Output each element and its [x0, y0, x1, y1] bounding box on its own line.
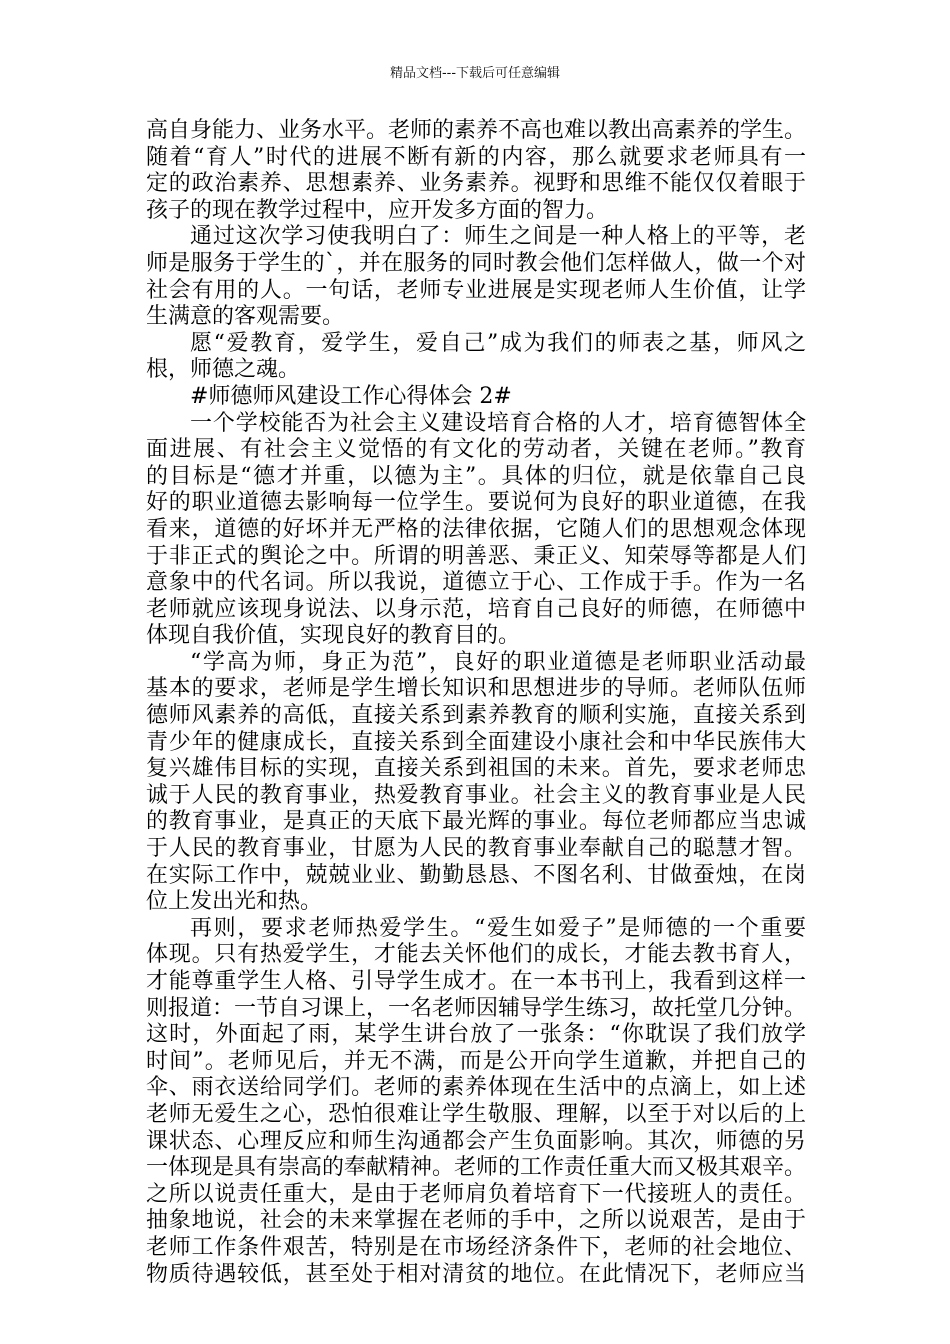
- text-line: 时间”。老师见后，并无不满，而是公开向学生道歉，并把自己的: [146, 1048, 806, 1074]
- text-line: 诚于人民的教育事业，热爱教育事业。社会主义的教育事业是人民: [146, 782, 806, 808]
- text-line: 好的职业道德去影响每一位学生。要说何为良好的职业道德，在我: [146, 490, 806, 516]
- text-line: 在实际工作中，兢兢业业、勤勤恳恳、不图名利、甘做蚕烛，在岗: [146, 862, 806, 888]
- text-line: 体现。只有热爱学生，才能去关怀他们的成长，才能去教书育人，: [146, 942, 806, 968]
- text-line: 伞、雨衣送给同学们。老师的素养体现在生活中的点滴上，如上述: [146, 1075, 806, 1101]
- text-line: 一个学校能否为社会主义建设培育合格的人才，培育德智体全: [190, 410, 806, 436]
- text-line: 这时，外面起了雨，某学生讲台放了一张条：“你耽误了我们放学: [146, 1022, 806, 1048]
- text-line: 课状态、心理反应和师生沟通都会产生负面影响。其次，师德的另: [146, 1128, 806, 1154]
- text-line: 高自身能力、业务水平。老师的素养不高也难以教出高素养的学生。: [146, 118, 807, 143]
- text-line: 孩子的现在教学过程中，应开发多方面的智力。: [146, 197, 609, 223]
- text-line: 一体现是具有崇高的奉献精神。老师的工作责任重大而又极其艰辛。: [146, 1155, 807, 1181]
- text-line: 德师风素养的高低，直接关系到素养教育的顺利实施，直接关系到: [146, 703, 806, 729]
- text-line: #师德师风建设工作心得体会 2#: [190, 383, 512, 409]
- text-line: 才能尊重学生人格、引导学生成才。在一本书刊上，我看到这样一: [146, 969, 806, 994]
- text-line: 老师无爱生之心，恐怕很难让学生敬服、理解，以至于对以后的上: [146, 1101, 806, 1127]
- text-line: “学高为师，身正为范”，良好的职业道德是老师职业活动最: [190, 649, 806, 675]
- text-line: 定的政治素养、思想素养、业务素养。视野和思维不能仅仅着眼于: [146, 171, 806, 197]
- text-line: 通过这次学习使我明白了：师生之间是一种人格上的平等，老: [190, 224, 806, 250]
- text-line: 社会有用的人。一句话，老师专业进展是实现老师人生价值，让学: [146, 277, 806, 303]
- text-line: 再则，要求老师热爱学生。“爱生如爱子”是师德的一个重要: [190, 915, 806, 941]
- text-line: 的教育事业，是真正的天底下最光辉的事业。每位老师都应当忠诚: [146, 809, 806, 835]
- text-line: 基本的要求，老师是学生增长知识和思想进步的导师。老师队伍师: [146, 676, 806, 702]
- text-line: 师是服务于学生的`，并在服务的同时教会他们怎样做人，做一个对: [146, 250, 806, 276]
- text-line: 老师工作条件艰苦，特别是在市场经济条件下，老师的社会地位、: [146, 1234, 806, 1260]
- text-line: 复兴雄伟目标的实现，直接关系到祖国的未来。首先，要求老师忠: [146, 756, 806, 782]
- text-line: 抽象地说，社会的未来掌握在老师的手中，之所以说艰苦，是由于: [146, 1208, 806, 1234]
- text-line: 随着“育人”时代的进展不断有新的内容，那么就要求老师具有一: [146, 144, 806, 170]
- text-line: 看来，道德的好坏并无严格的法律依据，它随人们的思想观念体现: [146, 516, 806, 542]
- text-line: 青少年的健康成长，直接关系到全面建设小康社会和中华民族伟大: [146, 729, 806, 755]
- body-text: [146, 118, 806, 1288]
- text-line: 老师就应该现身说法、以身示范，培育自己良好的师德，在师德中: [146, 596, 806, 622]
- text-line: 根，师德之魂。: [146, 357, 301, 383]
- text-line: 于人民的教育事业，甘愿为人民的教育事业奉献自己的聪慧才智。: [146, 836, 806, 862]
- text-line: 物质待遇较低，甚至处于相对清贫的地位。在此情况下，老师应当: [146, 1261, 806, 1287]
- text-line: 体现自我价值，实现良好的教育目的。: [146, 623, 521, 649]
- text-line: 于非正式的舆论之中。所谓的明善恶、秉正义、知荣辱等都是人们: [146, 543, 806, 569]
- text-line: 面进展、有社会主义觉悟的有文化的劳动者，关键在老师。”教育: [146, 437, 806, 463]
- text-line: 生满意的客观需要。: [146, 304, 345, 330]
- text-line: 之所以说责任重大，是由于老师肩负着培育下一代接班人的责任。: [146, 1181, 806, 1207]
- text-line: 位上发出光和热。: [146, 889, 323, 915]
- text-line: 的目标是“德才并重，以德为主”。具体的归位，就是依靠自己良: [146, 463, 806, 489]
- text-line: 意象中的代名词。所以我说，道德立于心、工作成于手。作为一名: [146, 570, 806, 596]
- text-line: 则报道：一节自习课上，一名老师因辅导学生练习，故托堂几分钟。: [146, 995, 807, 1021]
- page-header: 精品文档---下载后可任意编辑: [389, 66, 561, 81]
- text-line: 愿“爱教育，爱学生，爱自己”成为我们的师表之基，师风之: [190, 330, 806, 356]
